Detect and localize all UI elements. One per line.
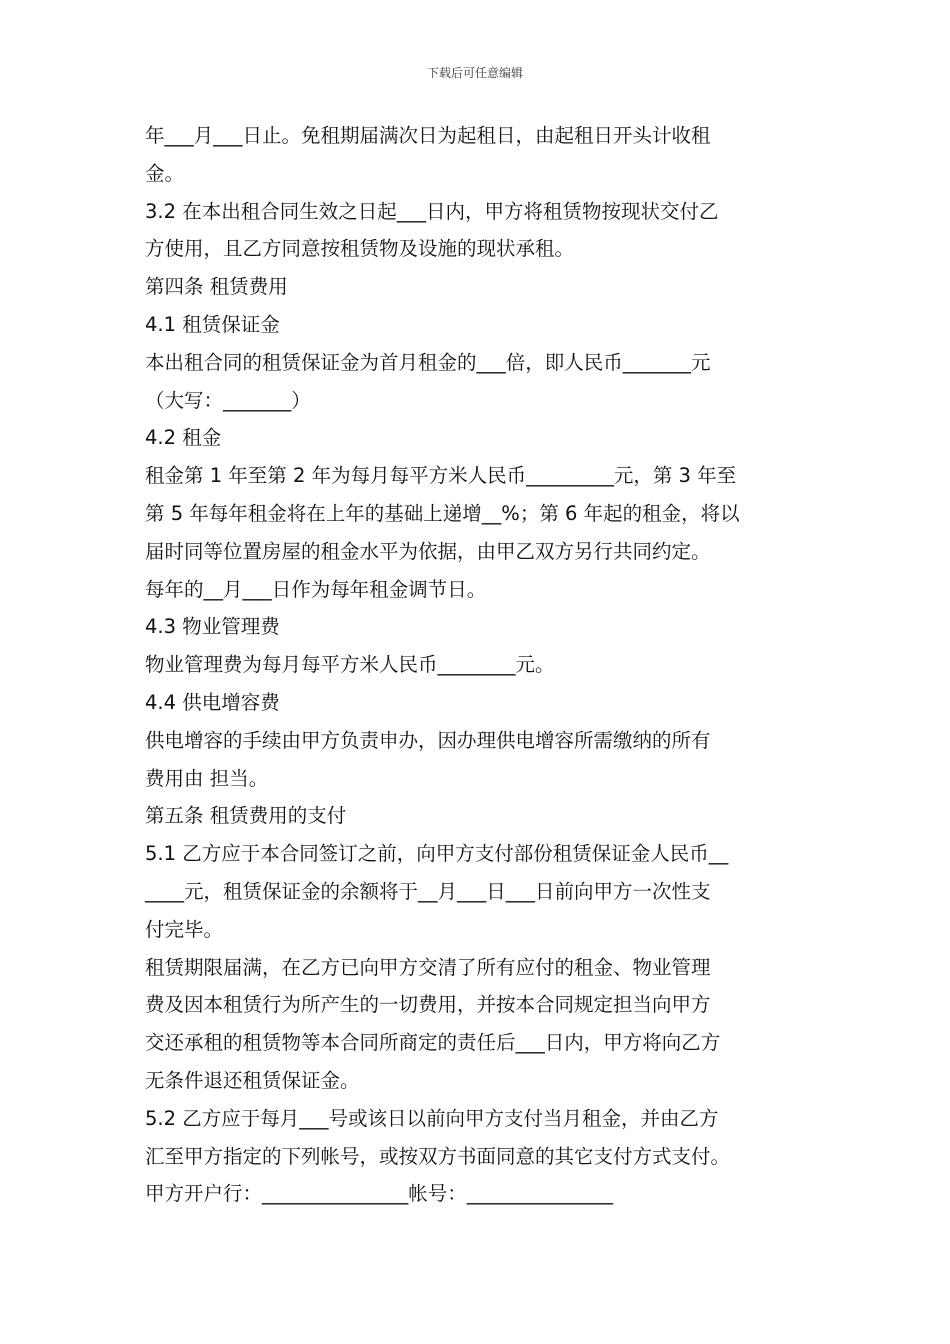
body-line: 汇至甲方指定的下列帐号，或按双方书面同意的其它支付方式支付。 (145, 1144, 731, 1168)
body-line: 5.1 乙方应于本合同签订之前，向甲方支付部份租赁保证金人民币__ (145, 842, 729, 866)
body-line: 3.2 在本出租合同生效之日起___日内，甲方将租赁物按现状交付乙 (145, 199, 719, 223)
page-header: 下载后可任意编辑 (426, 66, 523, 80)
body-line: 第 5 年每年租金将在上年的基础上递增__%；第 6 年起的租金，将以 (145, 501, 740, 525)
body-line: 年___月___日止。免租期届满次日为起租日，由起租日开头计收租 (145, 124, 711, 147)
body-line: 供电增容的手续由甲方负责申办，因办理供电增容所需缴纳的所有 (145, 728, 711, 752)
body-line: 租赁期限届满，在乙方已向甲方交清了所有应付的租金、物业管理 (145, 955, 711, 979)
body-line: （大写：_______） (145, 388, 311, 412)
subsection-heading: 4.4 供电增容费 (145, 690, 280, 714)
body-line: 交还承租的租赁物等本合同所商定的责任后___日内，甲方将向乙方 (145, 1031, 721, 1055)
body-line: 无条件退还租赁保证金。 (145, 1068, 360, 1092)
subsection-heading: 4.1 租赁保证金 (145, 312, 280, 336)
section-heading: 第五条 租赁费用的支付 (145, 804, 347, 828)
body-line: 费及因本租赁行为所产生的一切费用，并按本合同规定担当向甲方 (145, 993, 711, 1017)
body-line: 每年的__月___日作为每年租金调节日。 (145, 577, 487, 601)
body-line: ____元，租赁保证金的余额将于__月___日___日前向甲方一次性支 (145, 879, 711, 903)
body-line: 甲方开户行：_______________帐号：_______________ (145, 1182, 614, 1206)
subsection-heading: 4.2 租金 (145, 426, 222, 450)
body-line: 方使用，且乙方同意按租赁物及设施的现状承租。 (145, 237, 575, 261)
body-line: 物业管理费为每月每平方米人民币________元。 (145, 653, 555, 677)
body-line: 付完毕。 (145, 917, 224, 941)
body-line: 届时同等位置房屋的租金水平为依据，由甲乙双方另行共同约定。 (145, 539, 711, 563)
body-line: 5.2 乙方应于每月___号或该日以前向甲方支付当月租金，并由乙方 (145, 1106, 719, 1130)
body-line: 租金第 1 年至第 2 年为每月每平方米人民币_________元，第 3 年至 (145, 464, 737, 488)
body-line: 费用由 担当。 (145, 766, 269, 790)
subsection-heading: 4.3 物业管理费 (145, 615, 280, 639)
contract-body (145, 117, 810, 1213)
body-line: 本出租合同的租赁保证金为首月租金的___倍，即人民币_______元 (145, 350, 711, 374)
section-heading: 第四条 租赁费用 (145, 275, 288, 299)
body-line: 金。 (145, 161, 185, 185)
